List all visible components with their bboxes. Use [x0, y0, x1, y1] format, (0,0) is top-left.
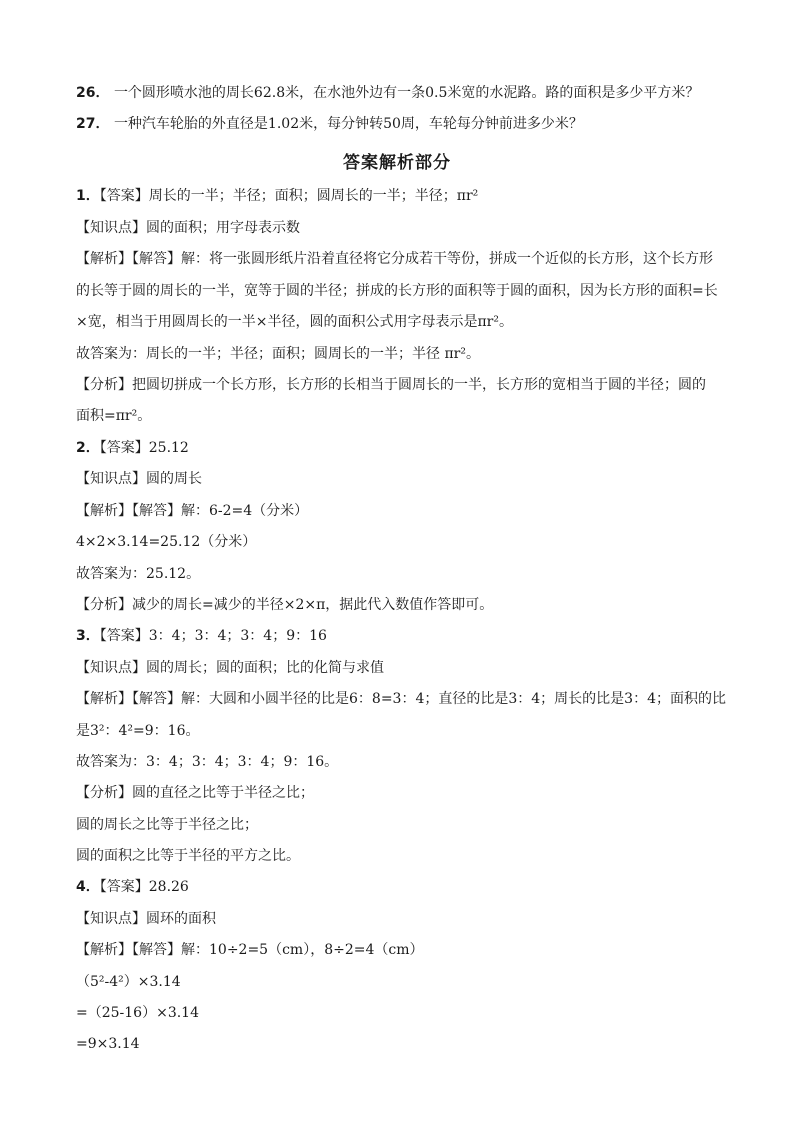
analysis-text: 圆的直径之比等于半径之比； — [132, 785, 314, 801]
answer-text: 周长的一半；半径；面积；圆周长的一半；半径；πr² — [148, 188, 479, 204]
kp-text: 圆的周长；圆的面积；比的化简与求值 — [146, 660, 384, 676]
analysis-line: 圆的周长之比等于半径之比； — [76, 817, 258, 833]
analysis-line: 圆的面积之比等于半径的平方之比。 — [76, 848, 300, 864]
explanation-line: 的长等于圆的周长的一半，宽等于圆的半径；拼成的长方形的面积等于圆的面积，因为长方形的面积=长 — [76, 283, 718, 299]
analysis-line — [76, 783, 314, 803]
question-number: 27． — [76, 116, 110, 132]
explanation-line: 是3²：4²=9：16。 — [76, 723, 200, 739]
question-27 — [76, 114, 583, 134]
explanation-text: 解：10÷2=5（cm），8÷2=4（cm） — [181, 942, 424, 958]
analysis-line — [76, 375, 706, 395]
explanation-line — [76, 249, 713, 269]
analysis-line — [76, 595, 493, 615]
final-answer: 故答案为：周长的一半；半径；面积；圆周长的一半；半径 πr²。 — [76, 346, 480, 362]
analysis-tag: 【分析】 — [76, 785, 132, 801]
answer-number: 1． — [76, 188, 100, 204]
question-number: 26． — [76, 85, 110, 101]
analysis-tag: 【分析】 — [76, 377, 132, 393]
explanation-line — [76, 501, 308, 521]
explanation-line — [76, 940, 424, 960]
answer-number: 3． — [76, 628, 100, 644]
answer-3-line — [76, 626, 327, 646]
calc-step: =9×3.14 — [76, 1036, 140, 1052]
explanation-line — [76, 689, 726, 709]
answer-tag: 【答案】 — [99, 440, 149, 456]
kp-tag: 【知识点】 — [76, 660, 146, 676]
explanation-text: 解：6-2=4（分米） — [181, 503, 309, 519]
explanation-tag: 【解析】【解答】 — [76, 503, 181, 519]
analysis-text: 减少的周长=减少的半径×2×π，据此代入数值作答即可。 — [132, 597, 494, 613]
kp-text: 圆环的面积 — [146, 911, 216, 927]
answer-text: 25.12 — [148, 440, 189, 456]
answer-tag: 【答案】 — [99, 879, 149, 895]
answer-tag: 【答案】 — [99, 188, 149, 204]
knowledge-point — [76, 218, 300, 238]
question-text: 一个圆形喷水池的周长62.8米，在水池外边有一条0.5米宽的水泥路。路的面积是多少平方米？ — [113, 85, 700, 101]
analysis-line: 面积=πr²。 — [76, 408, 152, 424]
kp-tag: 【知识点】 — [76, 471, 146, 487]
section-title: 答案解析部分 — [343, 153, 451, 173]
explanation-tag: 【解析】【解答】 — [76, 942, 181, 958]
explanation-line: 4×2×3.14=25.12（分米） — [76, 534, 257, 550]
answer-tag: 【答案】 — [99, 628, 149, 644]
final-answer: 故答案为：3：4；3：4；3：4；9：16。 — [76, 754, 339, 770]
question-26 — [76, 83, 699, 103]
answer-1-line — [76, 186, 478, 206]
calc-step: （5²-4²）×3.14 — [76, 974, 181, 990]
kp-tag: 【知识点】 — [76, 911, 146, 927]
answer-text: 3：4；3：4；3：4；9：16 — [148, 628, 327, 644]
knowledge-point — [76, 909, 216, 929]
answer-number: 4． — [76, 879, 100, 895]
calc-step: =（25-16）×3.14 — [76, 1005, 199, 1021]
explanation-line: ×宽，相当于用圆周长的一半×半径，圆的面积公式用字母表示是πr²。 — [76, 314, 513, 330]
explanation-tag: 【解析】【解答】 — [76, 691, 181, 707]
explanation-tag: 【解析】【解答】 — [76, 251, 181, 267]
kp-text: 圆的周长 — [146, 471, 202, 487]
analysis-tag: 【分析】 — [76, 597, 132, 613]
answer-number: 2． — [76, 440, 100, 456]
knowledge-point — [76, 658, 384, 678]
final-answer: 故答案为：25.12。 — [76, 566, 201, 582]
analysis-text: 把圆切拼成一个长方形，长方形的长相当于圆周长的一半，长方形的宽相当于圆的半径；圆的 — [132, 377, 706, 393]
answer-text: 28.26 — [148, 879, 189, 895]
explanation-text: 解：大圆和小圆半径的比是6：8=3：4；直径的比是3：4；周长的比是3：4；面积的比 — [181, 691, 726, 707]
answer-2-line — [76, 438, 189, 458]
kp-text: 圆的面积；用字母表示数 — [146, 220, 300, 236]
kp-tag: 【知识点】 — [76, 220, 146, 236]
question-text: 一种汽车轮胎的外直径是1.02米，每分钟转50周，车轮每分钟前进多少米？ — [113, 116, 583, 132]
explanation-text: 解：将一张圆形纸片沿着直径将它分成若干等份，拼成一个近似的长方形，这个长方形 — [181, 251, 713, 267]
answer-4-line — [76, 877, 189, 897]
knowledge-point — [76, 469, 202, 489]
